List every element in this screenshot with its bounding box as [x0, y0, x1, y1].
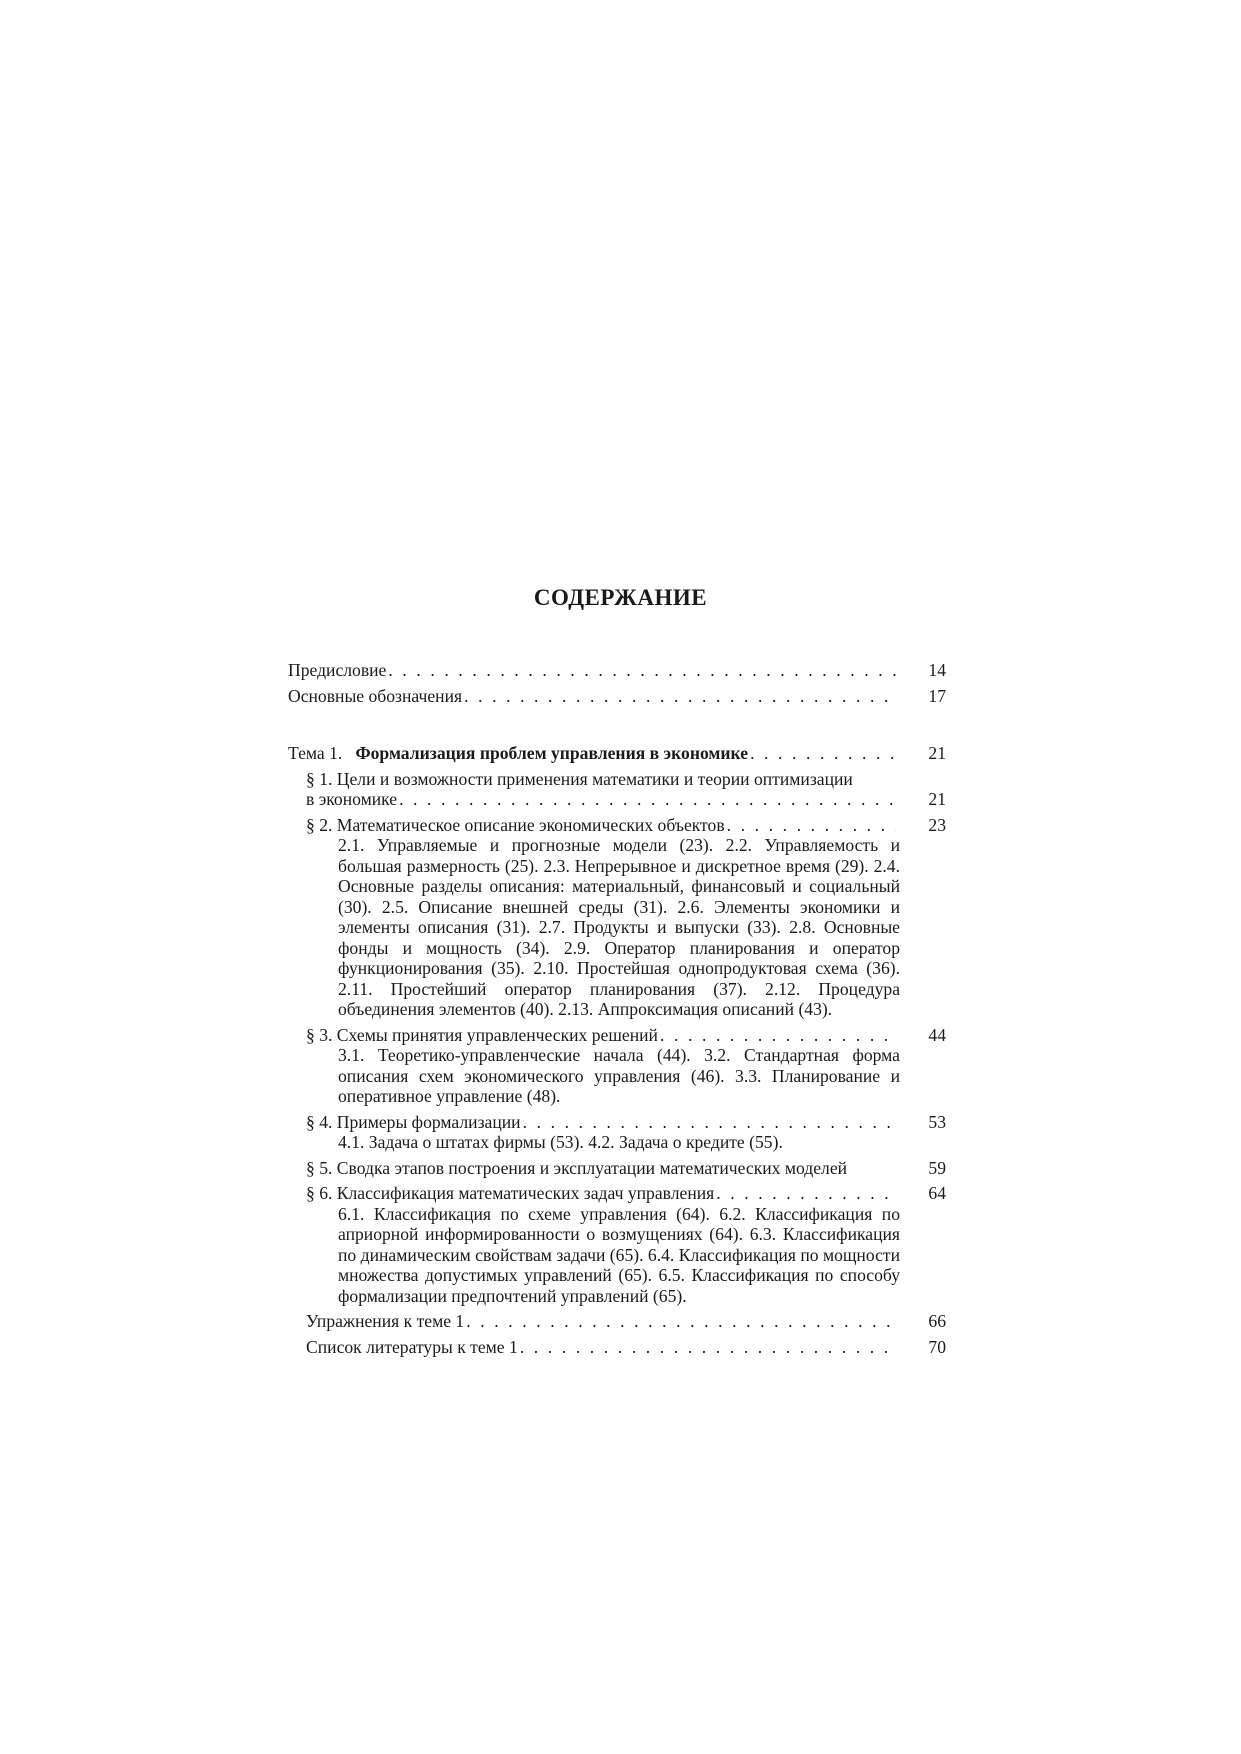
- section-title: Примеры формализации: [336, 1111, 521, 1132]
- toc-page-number: 64: [928, 1183, 946, 1203]
- toc-entry-label: Основные обозначения: [288, 685, 463, 706]
- theme-title: Формализация проблем управления в экономике: [355, 743, 749, 763]
- theme-label: [288, 743, 748, 764]
- section-title: Математическое описание экономических объектов: [336, 814, 725, 835]
- dot-leader: [520, 1337, 896, 1358]
- dot-leader: [750, 743, 896, 764]
- section-title: Сводка этапов построения и эксплуатации математических моделей: [336, 1157, 848, 1178]
- toc-section-2[interactable]: [288, 815, 946, 1020]
- section-title-line1: Цели и возможности применения математики и теории оптимизации: [336, 768, 853, 789]
- section-number: § 5.: [306, 1157, 333, 1178]
- section-title-line2: в экономике: [306, 789, 398, 809]
- toc-entry-preface[interactable]: [288, 660, 946, 681]
- toc-page-number: 21: [928, 743, 946, 763]
- theme-prefix: Тема 1.: [288, 743, 343, 763]
- toc-page-number: 70: [928, 1336, 946, 1357]
- toc-page-number: 21: [928, 789, 946, 809]
- subsection-list: 4.1. Задача о штатах фирмы (53). 4.2. Задача о кредите (55).: [338, 1132, 783, 1152]
- dot-leader: [727, 815, 896, 836]
- dot-leader: [466, 1311, 896, 1332]
- page-title: СОДЕРЖАНИЕ: [533, 585, 708, 610]
- subsection-list: 6.1. Классификация по схеме управления (64). 6.2. Классификация по априорной информированности о возмущениях (64). 6.3. Классификация по динамическим свойствам задачи (65). 6.4. Классификация по мощности множества допустимых управлений (65). 6.5. Классификация по способу формализации предпочтений управлений (65).: [338, 1203, 900, 1306]
- dot-leader: [523, 1112, 896, 1133]
- toc-page-number: 66: [928, 1311, 946, 1331]
- toc-entry-label: Список литературы к теме 1: [306, 1336, 518, 1357]
- section-number: § 6.: [306, 1183, 333, 1203]
- toc-section-6[interactable]: [288, 1183, 946, 1306]
- section-number: § 2.: [306, 814, 333, 835]
- table-of-contents: [288, 660, 946, 1357]
- toc-page-number: 59: [928, 1157, 946, 1178]
- toc-page-number: 44: [928, 1024, 946, 1045]
- section-title: Схемы принятия управленческих решений: [336, 1024, 658, 1045]
- section-number: § 3.: [306, 1024, 333, 1045]
- dot-leader: [660, 1025, 896, 1046]
- section-number: § 1.: [306, 768, 333, 789]
- toc-entry-theme-1[interactable]: [288, 743, 946, 764]
- toc-page-number: 53: [928, 1111, 946, 1132]
- section-number: § 4.: [306, 1111, 333, 1132]
- dot-leader: [464, 686, 896, 707]
- subsection-list: 3.1. Теоретико-управленческие начала (44). 3.2. Стандартная форма описания схем экономического управления (46). 3.3. Планирование и оперативное управление (48).: [338, 1045, 900, 1106]
- dot-leader: [399, 789, 896, 810]
- toc-entry-exercises[interactable]: [288, 1311, 946, 1332]
- subsection-list: 2.1. Управляемые и прогнозные модели (23). 2.2. Управляемость и большая размерность (25). 2.3. Непрерывное и дискретное время (29). 2.4. Основные разделы описания: материальный, финансовый и социальный (30). 2.5. Описание внешней среды (31). 2.6. Элементы экономики и элементы описания (31). 2.7. Продукты и выпуски (33). 2.8. Основные фонды и мощность (34). 2.9. Оператор планирования и оператор функционирования (35). 2.10. Простейшая однопродуктовая схема (36). 2.11. Простейший оператор планирования (37). 2.12. Процедура объединения элементов (40). 2.13. Аппроксимация описаний (43).: [338, 835, 900, 1019]
- dot-leader: [388, 660, 896, 681]
- section-title: Классификация математических задач управления: [336, 1183, 715, 1203]
- toc-page-number: 23: [928, 814, 946, 835]
- toc-entry-references[interactable]: [288, 1337, 946, 1358]
- toc-section-1[interactable]: [288, 769, 946, 810]
- toc-entry-notation[interactable]: [288, 686, 946, 707]
- toc-page-number: 14: [928, 660, 946, 680]
- toc-section-3[interactable]: [288, 1025, 946, 1107]
- dot-leader: [716, 1183, 896, 1204]
- toc-section-5[interactable]: [288, 1158, 946, 1179]
- toc-section-4[interactable]: [288, 1112, 946, 1153]
- toc-entry-label: Предисловие: [288, 660, 387, 680]
- toc-page-number: 17: [928, 685, 946, 706]
- toc-entry-label: Упражнения к теме 1: [306, 1311, 465, 1331]
